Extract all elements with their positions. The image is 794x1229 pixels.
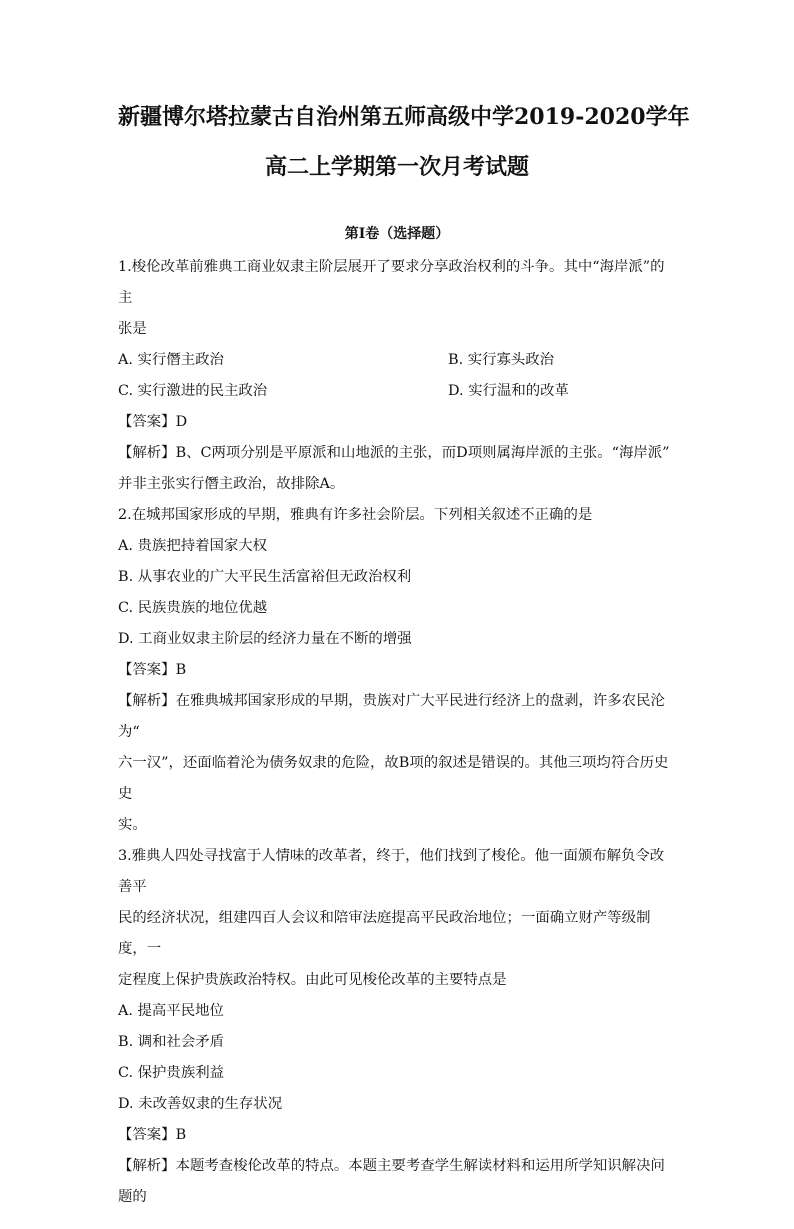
q1-answer: 【答案】D (118, 414, 188, 430)
q1-analysis-line-1: 【解析】B、C两项分别是平原派和山地派的主张，而D项则属海岸派的主张。“海岸派” (118, 445, 670, 461)
q1-analysis-line-2: 并非主张实行僭主政治，故排除A。 (118, 476, 345, 492)
q3-option-d: D. 未改善奴隶的生存状况 (118, 1096, 283, 1112)
q2-option-d: D. 工商业奴隶主阶层的经济力量在不断的增强 (118, 631, 412, 647)
q2-answer: 【答案】B (118, 662, 187, 678)
title-line-1: 新疆博尔塔拉蒙古自治州第五师高级中学2019-2020学年 (118, 104, 690, 130)
q3-option-a: A. 提高平民地位 (118, 1003, 224, 1019)
q2-option-b: B. 从事农业的广大平民生活富裕但无政治权利 (118, 569, 412, 585)
q2-option-c: C. 民族贵族的地位优越 (118, 600, 268, 616)
q3-stem-line-3: 定程度上保护贵族政治特权。由此可见梭伦改革的主要特点是 (118, 972, 507, 988)
q2-stem: 2.在城邦国家形成的早期，雅典有许多社会阶层。下列相关叙述不正确的是 (118, 507, 593, 523)
question-3 (118, 841, 676, 1213)
q1-options-row-2 (118, 376, 676, 407)
q1-stem-line-2: 张是 (118, 321, 147, 337)
q1-option-b: B. 实行寡头政治 (448, 352, 555, 368)
section-heading: 第I卷（选择题） (344, 226, 450, 242)
q3-stem-line-1: 3.雅典人四处寻找富于人情味的改革者，终于，他们找到了梭伦。他一面颁布解负令改善平 (118, 848, 665, 895)
question-2 (118, 500, 676, 841)
title-line-2: 高二上学期第一次月考试题 (264, 154, 529, 180)
q2-analysis-line-1: 【解析】在雅典城邦国家形成的早期，贵族对广大平民进行经济上的盘剥，许多农民沦为“ (118, 693, 665, 740)
q3-analysis-line-1: 【解析】本题考查梭伦改革的特点。本题主要考查学生解读材料和运用所学知识解决问题的 (118, 1158, 665, 1205)
q3-option-c: C. 保护贵族利益 (118, 1065, 224, 1081)
q1-options-row-1 (118, 345, 676, 376)
q1-option-c: C. 实行激进的民主政治 (118, 383, 268, 399)
question-1 (118, 252, 676, 500)
q2-analysis-line-2: 六一汉”，还面临着沦为债务奴隶的危险，故B项的叙述是错误的。其他三项均符合历史史 (118, 755, 669, 802)
q1-option-a: A. 实行僭主政治 (118, 352, 224, 368)
q3-answer: 【答案】B (118, 1127, 187, 1143)
q2-analysis-line-3: 实。 (118, 817, 147, 833)
q3-stem-line-2: 民的经济状况，组建四百人会议和陪审法庭提高平民政治地位；一面确立财产等级制度，一 (118, 910, 651, 957)
q1-option-d: D. 实行温和的改革 (448, 383, 569, 399)
document-page (0, 106, 794, 1229)
q1-stem-line-1: 1.梭伦改革前雅典工商业奴隶主阶层展开了要求分享政治权利的斗争。其中“海岸派”的主 (118, 259, 665, 306)
q2-option-a: A. 贵族把持着国家大权 (118, 538, 268, 554)
q3-option-b: B. 调和社会矛盾 (118, 1034, 225, 1050)
